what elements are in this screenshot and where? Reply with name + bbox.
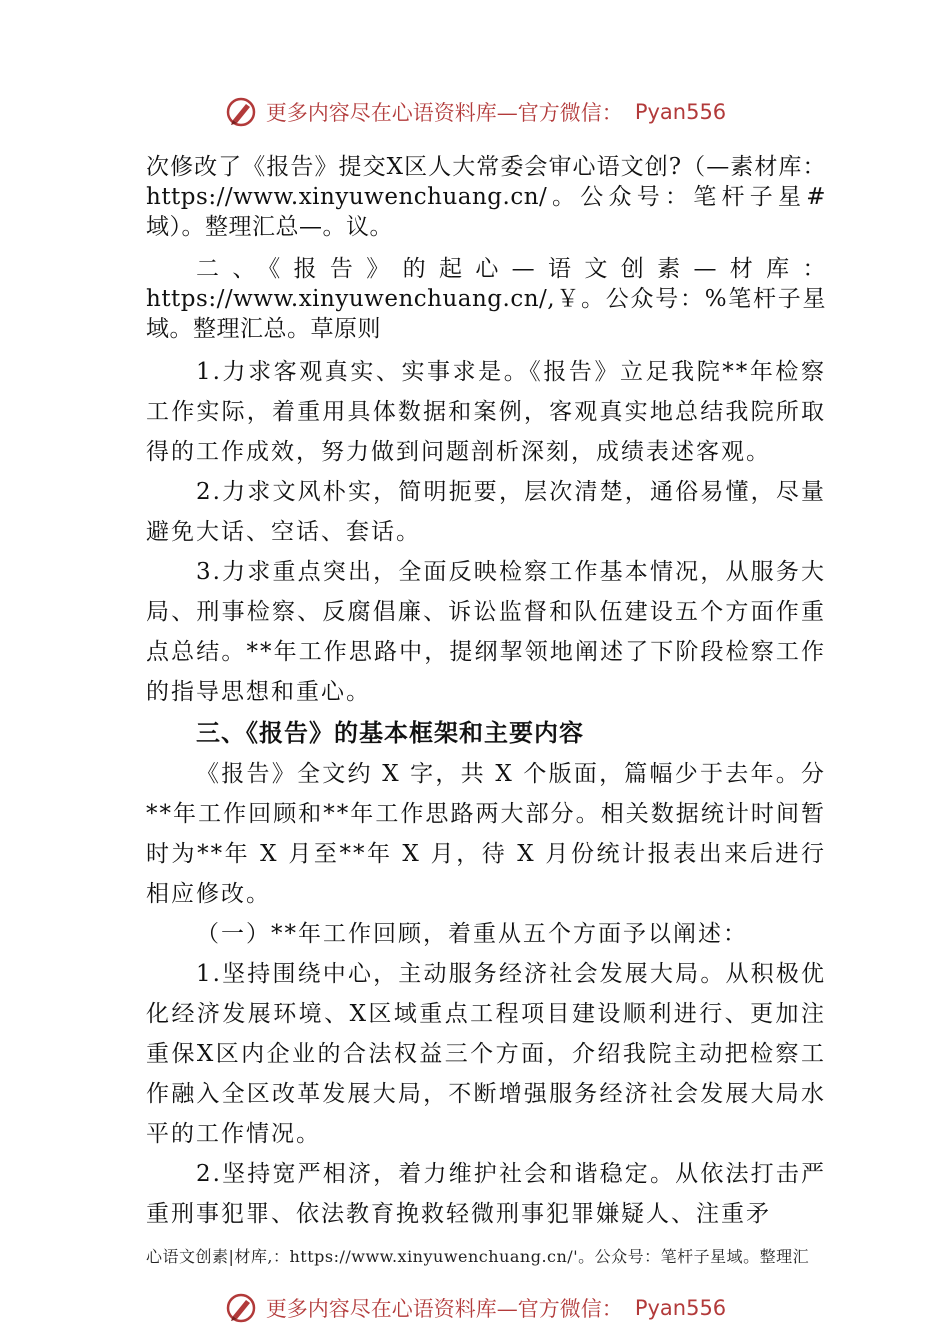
banner-wechat-id: Pyan556 xyxy=(634,1296,727,1320)
footer-banner xyxy=(0,1288,950,1328)
banner-wechat-id: Pyan556 xyxy=(634,100,727,124)
banner-text: 更多内容尽在心语资料库—官方微信： xyxy=(265,1297,623,1321)
review-subheading: （一）**年工作回顾，着重从五个方面予以阐述： xyxy=(196,921,748,947)
pen-logo-icon xyxy=(224,95,258,129)
review-item-2: 2.坚持宽严相济，着力维护社会和谐稳定。从依法打击严重刑事犯罪、依法教育挽救轻微刑事犯罪嫌疑人、注重矛 xyxy=(146,1161,826,1227)
overview-paragraph: 《报告》全文约 X 字，共 X 个版面，篇幅少于去年。分**年工作回顾和**年工作思路两大部分。相关数据统计时间暂时为**年 X 月至**年 X 月，待 X 月份统计报表出来后进行相应修改。 xyxy=(146,761,826,907)
section3-heading: 三、《报告》的基本框架和主要内容 xyxy=(196,719,584,747)
document-body xyxy=(146,152,826,1234)
pen-logo-icon xyxy=(224,1291,258,1325)
principle-item-2: 2.力求文风朴实，简明扼要，层次清楚，通俗易懂，尽量避免大话、空话、套话。 xyxy=(146,479,826,545)
header-banner xyxy=(0,92,950,132)
section2-heading-paragraph: 二、《报告》的起心—语文创素—材库：https://www.xinyuwenchuang.cn/,￥。公众号：%笔杆子星域。整理汇总。草原则 xyxy=(146,256,826,342)
paragraph-carryover: 次修改了《报告》提交X区人大常委会审心语文创?（—素材库：https://www.xinyuwenchuang.cn/。公众号：笔杆子星#域）。整理汇总—。议。 xyxy=(146,154,826,240)
banner-text: 更多内容尽在心语资料库—官方微信： xyxy=(265,101,623,125)
principle-item-3: 3.力求重点突出，全面反映检察工作基本情况，从服务大局、刑事检察、反腐倡廉、诉讼监督和队伍建设五个方面作重点总结。**年工作思路中，提纲挈领地阐述了下阶段检察工作的指导思想和重心。 xyxy=(146,559,826,705)
footer-watermark-line: 心语文创素|材库,：https://www.xinyuwenchuang.cn/'。公众号：笔杆子星域。整理汇 xyxy=(146,1247,810,1266)
review-item-1: 1.坚持围绕中心，主动服务经济社会发展大局。从积极优化经济发展环境、X区域重点工程项目建设顺利进行、更加注重保X区内企业的合法权益三个方面，介绍我院主动把检察工作融入全区改革发展大局，不断增强服务经济社会发展大局水平的工作情况。 xyxy=(146,961,826,1147)
principle-item-1: 1.力求客观真实、实事求是。《报告》立足我院**年检察工作实际，着重用具体数据和案例，客观真实地总结我院所取得的工作成效，努力做到问题剖析深刻，成绩表述客观。 xyxy=(146,359,826,465)
